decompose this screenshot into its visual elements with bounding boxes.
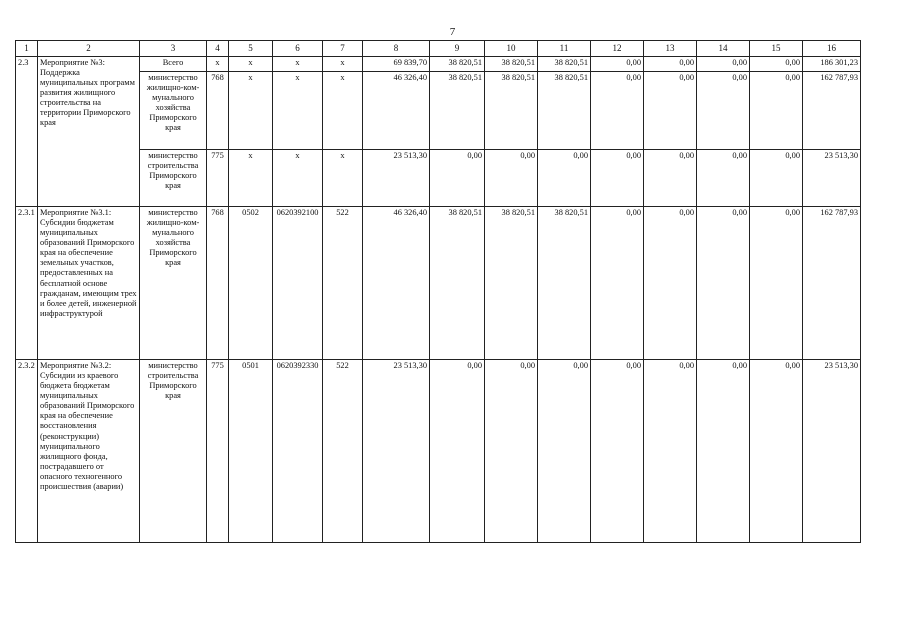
header-cell: 5 bbox=[229, 41, 273, 57]
org-cell: министерство строительства Приморского края bbox=[140, 150, 207, 207]
value-cell: 0,00 bbox=[697, 360, 750, 543]
row-id: 2.3.1 bbox=[16, 207, 38, 360]
header-cell: 10 bbox=[485, 41, 538, 57]
org-cell: министерство строительства Приморского края bbox=[140, 360, 207, 543]
value-cell: 23 513,30 bbox=[803, 150, 861, 207]
code-cell: x bbox=[229, 150, 273, 207]
code-cell: 0502 bbox=[229, 207, 273, 360]
value-cell: 0,00 bbox=[485, 150, 538, 207]
code-cell: 522 bbox=[323, 360, 363, 543]
value-cell: 0,00 bbox=[644, 150, 697, 207]
row-id: 2.3.2 bbox=[16, 360, 38, 543]
value-cell: 0,00 bbox=[750, 207, 803, 360]
header-cell: 3 bbox=[140, 41, 207, 57]
value-cell: 0,00 bbox=[750, 360, 803, 543]
header-cell: 15 bbox=[750, 41, 803, 57]
value-cell: 69 839,70 bbox=[363, 57, 430, 72]
value-cell: 0,00 bbox=[430, 150, 485, 207]
code-cell: 768 bbox=[207, 207, 229, 360]
org-cell: Всего bbox=[140, 57, 207, 72]
value-cell: 38 820,51 bbox=[430, 207, 485, 360]
header-cell: 13 bbox=[644, 41, 697, 57]
value-cell: 0,00 bbox=[644, 207, 697, 360]
value-cell: 0,00 bbox=[538, 150, 591, 207]
value-cell: 46 326,40 bbox=[363, 207, 430, 360]
header-cell: 4 bbox=[207, 41, 229, 57]
header-row bbox=[16, 41, 861, 57]
header-cell: 14 bbox=[697, 41, 750, 57]
table-row bbox=[16, 72, 861, 150]
header-cell: 1 bbox=[16, 41, 38, 57]
code-cell: x bbox=[273, 57, 323, 72]
value-cell: 38 820,51 bbox=[485, 72, 538, 150]
value-cell: 0,00 bbox=[591, 207, 644, 360]
org-cell: министерство жилищно-коммунального хозяйства Приморского края bbox=[140, 72, 207, 150]
code-cell: x bbox=[323, 72, 363, 150]
value-cell: 0,00 bbox=[591, 57, 644, 72]
value-cell: 0,00 bbox=[591, 360, 644, 543]
value-cell: 0,00 bbox=[697, 57, 750, 72]
budget-table bbox=[15, 40, 861, 543]
value-cell: 0,00 bbox=[644, 72, 697, 150]
value-cell: 38 820,51 bbox=[538, 57, 591, 72]
code-cell: x bbox=[273, 72, 323, 150]
table-row bbox=[16, 207, 861, 360]
value-cell: 186 301,23 bbox=[803, 57, 861, 72]
header-cell: 16 bbox=[803, 41, 861, 57]
value-cell: 0,00 bbox=[697, 150, 750, 207]
value-cell: 0,00 bbox=[750, 57, 803, 72]
value-cell: 23 513,30 bbox=[363, 360, 430, 543]
table-row bbox=[16, 150, 861, 207]
value-cell: 0,00 bbox=[538, 360, 591, 543]
value-cell: 38 820,51 bbox=[485, 207, 538, 360]
value-cell: 38 820,51 bbox=[538, 207, 591, 360]
value-cell: 0,00 bbox=[697, 72, 750, 150]
value-cell: 0,00 bbox=[485, 360, 538, 543]
value-cell: 38 820,51 bbox=[538, 72, 591, 150]
value-cell: 0,00 bbox=[750, 150, 803, 207]
code-cell: x bbox=[229, 57, 273, 72]
value-cell: 0,00 bbox=[750, 72, 803, 150]
page-number: 7 bbox=[449, 26, 456, 38]
code-cell: 0620392100 bbox=[273, 207, 323, 360]
header-cell: 7 bbox=[323, 41, 363, 57]
code-cell: 0620392330 bbox=[273, 360, 323, 543]
value-cell: 23 513,30 bbox=[363, 150, 430, 207]
code-cell: 522 bbox=[323, 207, 363, 360]
header-cell: 6 bbox=[273, 41, 323, 57]
value-cell: 162 787,93 bbox=[803, 207, 861, 360]
value-cell: 38 820,51 bbox=[485, 57, 538, 72]
value-cell: 162 787,93 bbox=[803, 72, 861, 150]
code-cell: x bbox=[323, 150, 363, 207]
header-cell: 11 bbox=[538, 41, 591, 57]
code-cell: 775 bbox=[207, 360, 229, 543]
code-cell: 775 bbox=[207, 150, 229, 207]
value-cell: 0,00 bbox=[644, 57, 697, 72]
code-cell: 768 bbox=[207, 72, 229, 150]
value-cell: 0,00 bbox=[591, 72, 644, 150]
code-cell: x bbox=[207, 57, 229, 72]
activity-title: Мероприятие №3.2: Субсидии из краевого бюджета бюджетам муниципальных образований Приморского края на обеспечение восстановления (реконструкции) муниципального жилищного фонда, пострадавшего от опасного техногенного происшествия (аварии) bbox=[38, 360, 140, 543]
header-cell: 2 bbox=[38, 41, 140, 57]
value-cell: 38 820,51 bbox=[430, 57, 485, 72]
header-cell: 8 bbox=[363, 41, 430, 57]
value-cell: 23 513,30 bbox=[803, 360, 861, 543]
value-cell: 0,00 bbox=[644, 360, 697, 543]
org-cell: министерство жилищно-коммунального хозяйства Приморского края bbox=[140, 207, 207, 360]
value-cell: 0,00 bbox=[591, 150, 644, 207]
activity-title: Мероприятие №3: Поддержка муниципальных программ развития жилищного строительства на территории Приморского края bbox=[38, 57, 140, 207]
activity-title: Мероприятие №3.1: Субсидии бюджетам муниципальных образований Приморского края на обеспечение земельных участков, предоставленных на бесплатной основе гражданам, имеющим трех и более детей, инженерной инфраструктурой bbox=[38, 207, 140, 360]
row-id: 2.3 bbox=[16, 57, 38, 207]
value-cell: 0,00 bbox=[430, 360, 485, 543]
code-cell: x bbox=[323, 57, 363, 72]
value-cell: 0,00 bbox=[697, 207, 750, 360]
value-cell: 38 820,51 bbox=[430, 72, 485, 150]
code-cell: x bbox=[229, 72, 273, 150]
header-cell: 12 bbox=[591, 41, 644, 57]
code-cell: 0501 bbox=[229, 360, 273, 543]
table-row bbox=[16, 360, 861, 543]
code-cell: x bbox=[273, 150, 323, 207]
value-cell: 46 326,40 bbox=[363, 72, 430, 150]
table-row bbox=[16, 57, 861, 72]
header-cell: 9 bbox=[430, 41, 485, 57]
